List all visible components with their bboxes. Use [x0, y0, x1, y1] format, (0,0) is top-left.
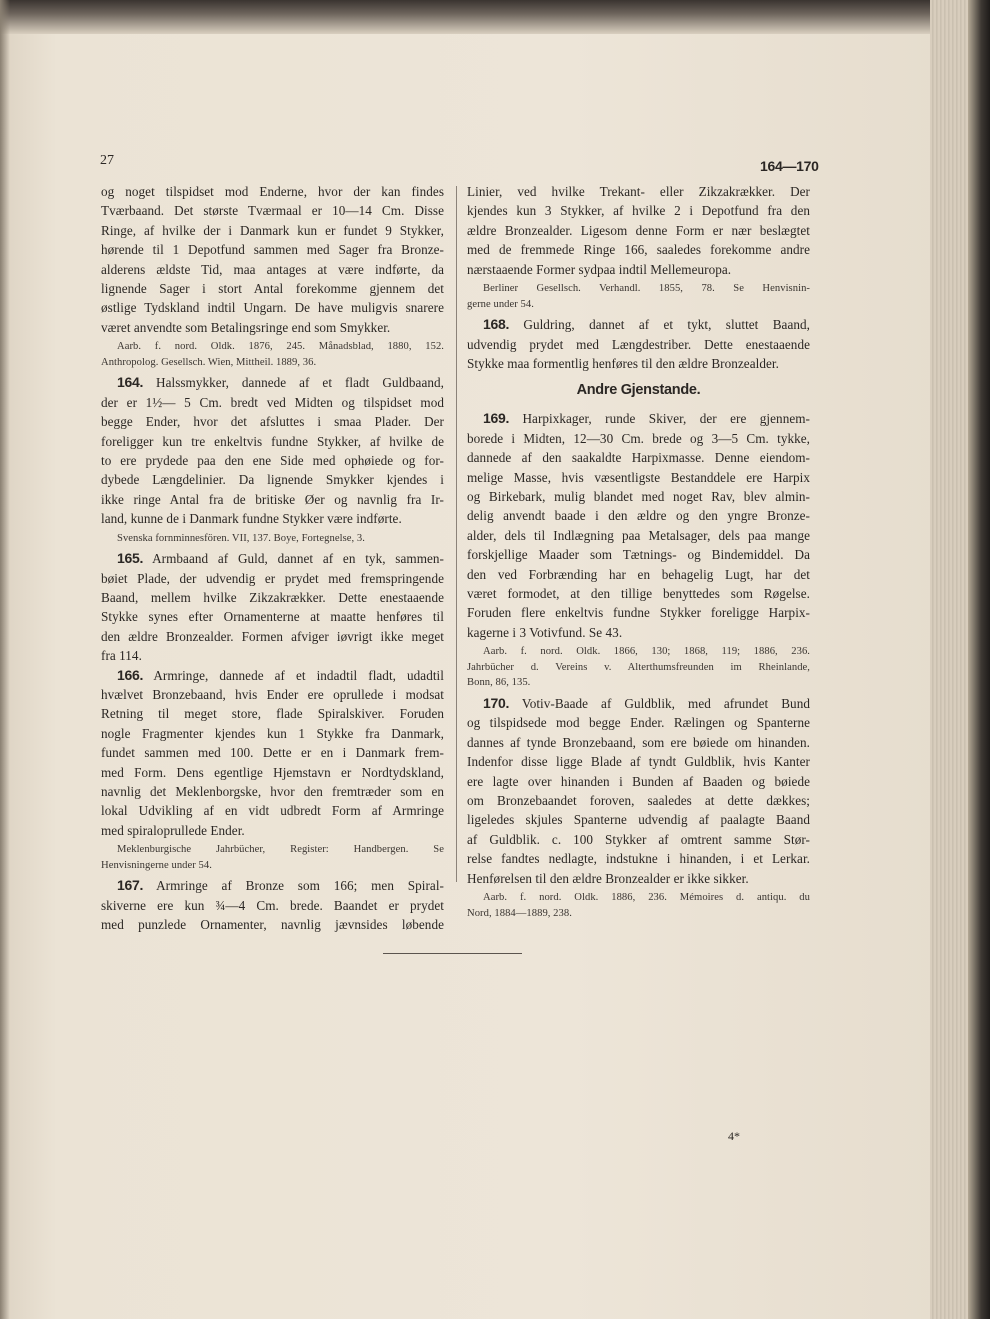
entry-text: Halssmykker, dannede af et fladt Guldbaand,	[143, 375, 444, 391]
column-divider	[456, 186, 457, 882]
text-line: delig anvendt baade i den ældre og den yngre Bronze-	[467, 508, 810, 524]
text-line: dannede af den saakaldte Harpixmasse. Denne eiendom-	[467, 450, 810, 466]
reference-line: Svenska fornminnesfören. VII, 137. Boye, Fortegnelse, 3.	[117, 532, 365, 544]
text-line: lignende Sager i stort Antal forekomme gjennem det	[101, 281, 444, 296]
text-line: land, kunne de i Danmark fundne Stykker være indførte.	[101, 511, 402, 527]
text-line: dybede Længdelinier. Da lignende Smykker kjendes i	[101, 472, 444, 488]
reference-line: Nord, 1884—1889, 238.	[467, 907, 572, 919]
text-line: nærstaaende Former sydpaa indtil Mellemeuropa.	[467, 261, 732, 277]
signature-mark: 4*	[728, 1129, 741, 1143]
text-line: af Guldblik. c. 100 Stykker af omtrent samme Stør-	[467, 831, 810, 847]
text-line: den ved Forbrænding har en behagelig Lugt, har det	[467, 566, 810, 582]
text-line: fundet sammen med 100. Dette er en i Danmark frem-	[101, 745, 444, 761]
text-line	[483, 694, 810, 713]
text-line: alderens ældste Tid, maa antages at være indførte, da	[101, 261, 444, 277]
text-line: ere lagte over hinanden i Bunden af Baaden og bøiede	[467, 773, 810, 789]
text-line: været anvendte som Betalingsringe end som Smykker.	[101, 319, 391, 335]
text-line: hvælvet Bronzebaand, hvis Ender ere oprullede i modsat	[101, 687, 444, 702]
text-line: kagerne i 3 Votivfund. Se 43.	[467, 624, 623, 640]
entry-number: 170.	[483, 695, 510, 711]
text-line: lokal Udvikling af en vidt udbredt Form af Armringe	[101, 803, 444, 819]
book-top-edge	[0, 0, 990, 34]
reference-line: Aarb. f. nord. Oldk. 1886, 236. Mémoires d. antiqu. du	[483, 892, 810, 903]
text-line: Ringe, af hvilke der i Danmark kun er fundet 9 Stykker,	[101, 222, 444, 238]
text-line: ældre Bronzealder. Ligesom denne Form er nær beslægtet	[467, 222, 810, 238]
text-line: Stykke maa formentlig henføres til den ældre Bronzealder.	[467, 356, 779, 371]
text-line: nogle Fragmenter kjendes kun 1 Stykke fra Danmark,	[101, 725, 444, 741]
entry-text: Guldring, dannet af et tykt, sluttet Baand,	[509, 317, 810, 333]
reference-line: gerne under 54.	[467, 298, 534, 310]
reference-line: Anthropolog. Gesellsch. Wien, Mittheil. 1889, 36.	[101, 356, 317, 368]
text-line: foreligger kun tre enkeltvis fundne Stykker, af hvilke de	[101, 433, 444, 449]
reference-line: Aarb. f. nord. Oldk. 1866, 130; 1868, 119; 1886, 236.	[483, 646, 810, 658]
gutter-shadow	[0, 0, 10, 1319]
entry-number: 168.	[483, 316, 510, 333]
text-line: den ældre Bronzealder. Formen afviger iøvrigt ikke meget	[101, 628, 444, 644]
text-line: Retning til meget store, flade Spiralskiver. Foruden	[101, 706, 444, 722]
text-line: været formodet, at den tillige benyttedes som Røgelse.	[467, 586, 810, 601]
text-line: bøiet Plade, der udvendig er prydet med fremspringende	[101, 570, 444, 586]
section-heading: Andre Gjenstande.	[576, 382, 701, 399]
text-line: alder, dels til Indlægning paa Metalsager, dels paa mange	[467, 527, 810, 543]
entry-number: 167.	[117, 877, 144, 894]
entry-text: Armringe af Bronze som 166; men Spiral-	[143, 878, 444, 894]
reference-line: Meklenburgische Jahrbücher, Register: Handbergen. Se	[117, 844, 444, 856]
text-line	[117, 876, 444, 895]
text-line: Linier, ved hvilke Trekant- eller Zikzakrækker. Der	[467, 184, 810, 199]
text-line: melige Masse, hvis væsentligste Bestanddele ere Harpix	[467, 469, 810, 485]
text-line: hørende til 1 Depotfund sammen med Sager fra Bronze-	[101, 242, 444, 258]
text-line: forskjellige Maader som Tætnings- og Bindemiddel. Da	[467, 547, 810, 563]
entry-number: 169.	[483, 410, 510, 427]
text-line	[117, 666, 444, 685]
end-rule	[383, 953, 522, 954]
reference-line: Berliner Gesellsch. Verhandl. 1855, 78. Se Henvisnin-	[483, 283, 810, 294]
text-line: relse fandtes nedlagte, indstukne i hinanden, i et Lerkar.	[467, 851, 810, 867]
text-line: Tværbaand. Det største Tværmaal er 10—14 Cm. Disse	[101, 203, 444, 219]
reference-line: Bonn, 86, 135.	[467, 677, 531, 689]
text-line: med de fremmede Ringe 166, saaledes forekomme andre	[467, 242, 810, 258]
text-line: og noget tilspidset mod Enderne, hvor der kan findes	[101, 184, 444, 199]
text-line: Stykke synes efter Ornamenterne at maatte henføres til	[101, 609, 444, 625]
book-cover-edge	[968, 0, 990, 1319]
text-line: og tilspidsede mod begge Ender. Rælingen og Spanterne	[467, 715, 810, 731]
text-line: navnlig det Meklenborgske, hvor den fremtræder som en	[101, 784, 444, 799]
text-line: skiverne ere kun ¾—4 Cm. brede. Baandet er prydet	[101, 897, 444, 913]
text-line: to ere prydede paa den ene Side med ophøiede og for-	[101, 453, 444, 468]
text-line: dannes af tynde Bronzebaand, som ere bøiede om hinanden.	[467, 734, 810, 750]
text-line: borede i Midten, 12—30 Cm. brede og 3—5 Cm. tykke,	[467, 430, 810, 446]
entry-number: 164.	[117, 374, 144, 391]
text-line: og Birkebark, mulig blandet med noget Rav, blev almin-	[467, 489, 810, 504]
text-line: Foruden flere enkeltvis fundne Stykker foreligge Harpix-	[467, 605, 810, 621]
entry-text: Votiv-Baade af Guldblik, med afrundet Bund	[509, 696, 810, 711]
text-line	[483, 315, 810, 334]
text-line: med spiraloprullede Ender.	[101, 822, 245, 838]
entry-number: 165.	[117, 550, 144, 567]
text-line: begge Ender, hvor det afsluttes i smaa Plader. Der	[101, 414, 444, 430]
entry-text: Armringe, dannede af et indadtil fladt, udadtil	[143, 667, 444, 683]
text-line: Henførelsen til den ældre Bronzealder er ikke sikker.	[467, 870, 749, 886]
text-line: Baand, mellem hvilke Zikzakrækker. Dette enestaaende	[101, 590, 444, 605]
entry-text: Harpixkager, runde Skiver, der ere gjennem-	[509, 411, 810, 427]
text-line: med Form. Dens egentlige Hjemstavn er Nordtydskland,	[101, 764, 444, 780]
text-line	[117, 373, 444, 392]
text-line: Indenfor disse ligge Blade af tyndt Guldblik, hvis Kanter	[467, 754, 810, 770]
text-line: om Bronzebaandet foroven, saaledes at dette dækkes;	[467, 793, 810, 808]
text-line: ikke ringe Antal fra de britiske Øer og navnlig fra Ir-	[101, 491, 444, 507]
text-line: med punzlede Ornamenter, navnlig jævnsides løbende	[101, 917, 444, 933]
text-line: ligeledes skjules Spanterne udvendig af paalagte Baand	[467, 812, 810, 828]
text-line: kjendes kun 3 Stykker, af hvilke 2 i Depotfund fra den	[467, 203, 810, 219]
text-line: der er 1½— 5 Cm. bredt ved Midten og tilspidset mod	[101, 394, 444, 410]
text-line	[483, 409, 810, 428]
text-line: fra 114.	[101, 648, 142, 664]
running-head: 164—170	[760, 158, 819, 174]
reference-line: Aarb. f. nord. Oldk. 1876, 245. Månadsblad, 1880, 152.	[117, 341, 444, 353]
text-line	[117, 549, 444, 568]
page-number: 27	[100, 153, 115, 168]
reference-line: Henvisningerne under 54.	[101, 859, 212, 871]
text-line: østlige Tydskland indtil Ungarn. De have muligvis snarere	[101, 300, 444, 316]
reference-line: Jahrbücher d. Vereins v. Alterthumsfreunden im Rheinlande,	[467, 661, 810, 673]
text-line: udvendig prydet med Længdestriber. Dette enestaaende	[467, 336, 810, 352]
entry-text: Armbaand af Guld, dannet af en tyk, sammen-	[143, 551, 444, 567]
entry-number: 166.	[117, 666, 144, 683]
